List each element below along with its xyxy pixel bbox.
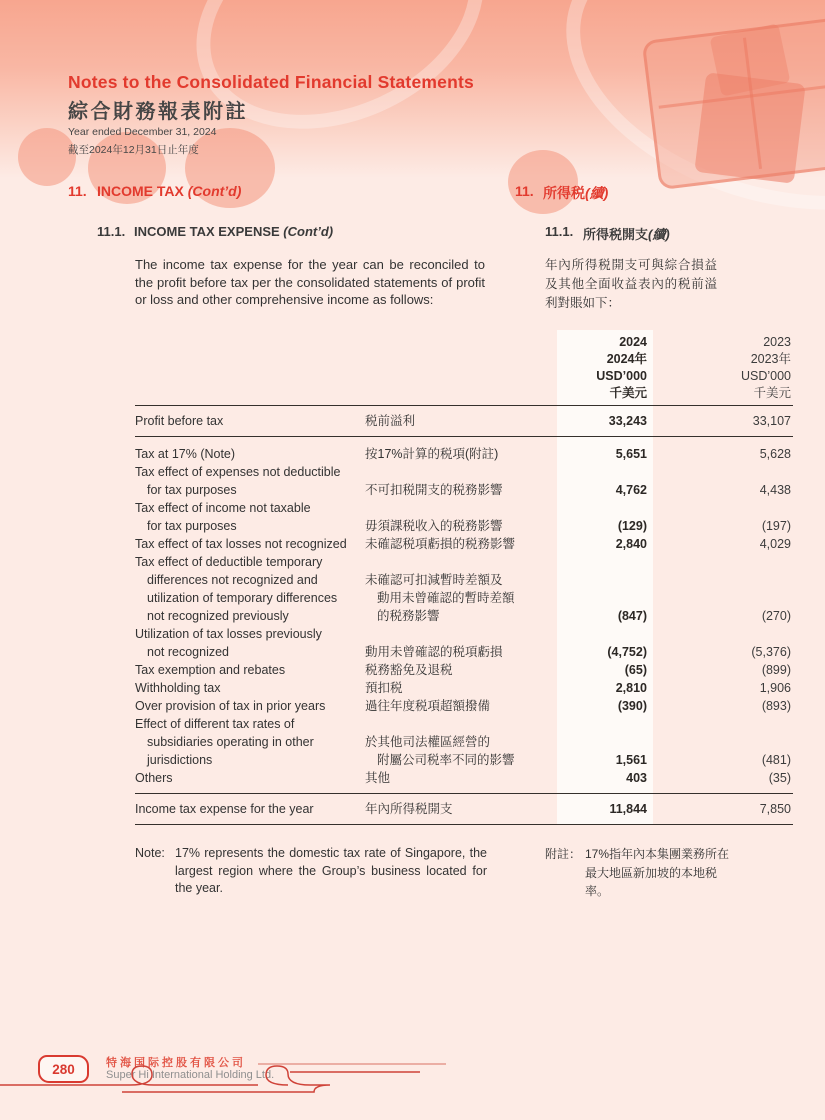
row-label-zh: 預扣税 (365, 681, 403, 695)
row-label-zh: 其他 (365, 771, 391, 785)
subsection-number: 11.1. (97, 224, 126, 239)
unit-label: USD’000 (740, 369, 791, 383)
row-labels-en (135, 625, 365, 661)
value-2023: 4,438 (759, 483, 791, 497)
row-label-en: Over provision of tax in prior years (135, 699, 326, 713)
table-row (135, 661, 793, 679)
row-labels-zh (365, 535, 557, 553)
note-zh (545, 845, 737, 901)
row-labels-zh (365, 412, 557, 430)
row-label-en: Withholding tax (135, 681, 221, 695)
value-2023: 33,107 (752, 414, 791, 428)
row-label-en: Tax effect of deductible temporary (135, 555, 323, 569)
value-2023: (270) (761, 609, 791, 623)
row-label-zh (365, 715, 557, 733)
row-label-zh: 不可扣税開支的税務影響 (365, 483, 503, 497)
section-contd-en: (Cont’d) (187, 183, 242, 199)
row-labels-en (135, 661, 365, 679)
row-labels-zh (365, 769, 557, 787)
row-labels-en (135, 679, 365, 697)
row-labels-en (135, 553, 365, 625)
row-labels-en (135, 800, 365, 818)
page-number-badge: 280 (38, 1055, 89, 1083)
row-labels-en (135, 769, 365, 787)
period-en: Year ended December 31, 2024 (68, 126, 217, 138)
value-2024: (4,752) (607, 645, 647, 659)
row-label-zh (365, 625, 557, 643)
row-label-zh: 税務豁免及退税 (365, 663, 453, 677)
column-header-2024 (557, 334, 653, 402)
section-number: 11. (515, 183, 534, 199)
row-label-zh: 年內所得税開支 (365, 802, 453, 816)
row-labels-zh (365, 800, 557, 818)
row-label-en: utilization of temporary differences (147, 591, 338, 605)
row-label-zh: 未確認税項虧損的税務影響 (365, 537, 516, 551)
value-2024: 5,651 (615, 447, 647, 461)
note-en (135, 845, 487, 898)
bento-box-illustration (642, 16, 825, 190)
page-title-en: Notes to the Consolidated Financial Statements (68, 72, 474, 92)
table-row (135, 697, 793, 715)
table-row (135, 794, 793, 825)
value-2023: (5,376) (751, 645, 791, 659)
row-labels-en (135, 445, 365, 463)
note-label-en: Note: (135, 846, 165, 860)
subsection-heading-en (97, 224, 333, 239)
row-label-en: Tax at 17% (Note) (135, 447, 236, 461)
table-row (135, 679, 793, 697)
row-labels-zh (365, 445, 557, 463)
subsection-contd-en: (Cont’d) (283, 224, 334, 239)
row-label-zh: 毋須課税收入的税務影響 (365, 519, 503, 533)
section-title-zh: 所得税(續) (543, 185, 609, 201)
table-row (135, 715, 793, 769)
year-label: 2024 (619, 335, 647, 349)
tax-reconciliation-table (135, 330, 793, 825)
value-2024: (129) (617, 519, 647, 533)
note-text-zh: 17%指年內本集團業務所在最大地區新加坡的本地税率。 (585, 847, 730, 898)
value-2024: 2,810 (615, 681, 647, 695)
row-label-en: Effect of different tax rates of (135, 717, 295, 731)
row-label-en: differences not recognized and (147, 573, 318, 587)
row-labels-zh (365, 697, 557, 715)
row-label-en: Tax effect of income not taxable (135, 501, 311, 515)
subsection-contd-zh: (續) (648, 227, 670, 242)
value-2024: (847) (617, 609, 647, 623)
row-label-en: Profit before tax (135, 414, 224, 428)
row-label-zh: 的税務影響 (377, 609, 440, 623)
row-labels-zh (365, 463, 557, 499)
table-row (135, 553, 793, 625)
value-2023: (899) (761, 663, 791, 677)
section-heading-en (68, 183, 241, 199)
row-label-zh: 動用未曾確認的暫時差額 (377, 591, 515, 605)
column-header-2023 (653, 334, 793, 402)
intro-paragraph-zh: 年內所得税開支可與綜合損益及其他全面收益表內的税前溢利對賬如下： (545, 258, 717, 310)
row-label-en: Utilization of tax losses previously (135, 627, 322, 641)
row-label-en: Income tax expense for the year (135, 802, 314, 816)
row-labels-en (135, 412, 365, 430)
row-label-zh: 動用未曾確認的税項虧損 (365, 645, 503, 659)
company-name-en: Super Hi International Holding Ltd. (106, 1069, 275, 1081)
subsection-title-zh: 所得税開支(續) (583, 227, 670, 242)
row-label-en: subsidiaries operating in other (147, 735, 314, 749)
section-title-en: INCOME TAX (Cont’d) (97, 183, 242, 199)
row-label-en: not recognized previously (147, 609, 289, 623)
section-heading-zh (515, 183, 608, 203)
table-row (135, 769, 793, 787)
row-label-en: Tax effect of tax losses not recognized (135, 537, 347, 551)
cloud-scroll-decoration (0, 1048, 825, 1100)
row-labels-en (135, 697, 365, 715)
unit-label-zh: 千美元 (753, 386, 791, 400)
value-2024: 4,762 (615, 483, 647, 497)
table-header (135, 330, 793, 406)
value-2023: (481) (761, 753, 791, 767)
year-label: 2023 (763, 335, 791, 349)
row-labels-zh (365, 679, 557, 697)
unit-label-zh: 千美元 (609, 386, 647, 400)
company-name-zh: 特海国际控股有限公司 (106, 1057, 246, 1069)
table-row (135, 406, 793, 437)
note-text-en: 17% represents the domestic tax rate of Singapore, the largest region where the Group’s business located for the year. (175, 846, 487, 895)
subsection-title-en: INCOME TAX EXPENSE (Cont’d) (134, 224, 334, 239)
row-label-zh: 過往年度税項超額撥備 (365, 699, 491, 713)
row-label-zh: 於其他司法權區經營的 (365, 735, 491, 749)
row-label-en: for tax purposes (147, 519, 237, 533)
table-row (135, 499, 793, 535)
value-2023: 1,906 (759, 681, 791, 695)
row-labels-en (135, 715, 365, 769)
value-2023: 4,029 (759, 537, 791, 551)
year-label-zh: 2024年 (606, 352, 647, 366)
flower-decoration (508, 150, 578, 214)
row-labels-zh (365, 553, 557, 625)
row-labels-en (135, 535, 365, 553)
value-2023: 7,850 (759, 802, 791, 816)
value-2024: (65) (624, 663, 647, 677)
value-2023: (893) (761, 699, 791, 713)
value-2024: 403 (626, 771, 647, 785)
row-label-en: jurisdictions (147, 753, 213, 767)
value-2024: 11,844 (609, 802, 647, 816)
table-row (135, 535, 793, 553)
table-row (135, 463, 793, 499)
year-label-zh: 2023年 (750, 352, 791, 366)
row-label-en: not recognized (147, 645, 230, 659)
row-label-en: Tax effect of expenses not deductible (135, 465, 341, 479)
table-row (135, 625, 793, 661)
section-contd-zh: (續) (585, 185, 609, 201)
row-label-zh: 税前溢利 (365, 414, 416, 428)
reconciliation-rows (135, 437, 793, 794)
value-2024: 1,561 (615, 753, 647, 767)
subsection-number: 11.1. (545, 224, 574, 239)
value-2023: (197) (761, 519, 791, 533)
unit-label: USD’000 (596, 369, 647, 383)
row-label-zh (365, 499, 557, 517)
section-number: 11. (68, 183, 87, 199)
row-label-zh (365, 553, 557, 571)
row-labels-zh (365, 715, 557, 769)
row-label-en: Others (135, 771, 173, 785)
subsection-heading-zh (545, 224, 670, 243)
value-2024: 33,243 (608, 414, 647, 428)
row-label-zh (365, 463, 557, 481)
value-2024: (390) (617, 699, 647, 713)
note-label-zh: 附註： (545, 847, 582, 861)
page-title-zh: 綜合財務報表附註 (68, 101, 248, 123)
table-row (135, 445, 793, 463)
row-label-zh: 按17%計算的税項(附註) (365, 447, 499, 461)
row-labels-zh (365, 661, 557, 679)
period-zh: 截至2024年12月31日止年度 (68, 144, 199, 156)
row-labels-zh (365, 499, 557, 535)
value-2024: 2,840 (615, 537, 647, 551)
row-label-en: for tax purposes (147, 483, 237, 497)
row-labels-en (135, 499, 365, 535)
row-label-zh: 未確認可扣減暫時差額及 (365, 573, 503, 587)
intro-paragraph-en: The income tax expense for the year can be reconciled to the profit before tax per the consolidated statements of profit or loss and other comprehensive income as follows: (135, 257, 485, 308)
row-label-zh: 附屬公司税率不同的影響 (377, 753, 515, 767)
row-label-en: Tax exemption and rebates (135, 663, 286, 677)
value-2023: 5,628 (759, 447, 791, 461)
row-labels-zh (365, 625, 557, 661)
value-2023: (35) (768, 771, 791, 785)
row-labels-en (135, 463, 365, 499)
